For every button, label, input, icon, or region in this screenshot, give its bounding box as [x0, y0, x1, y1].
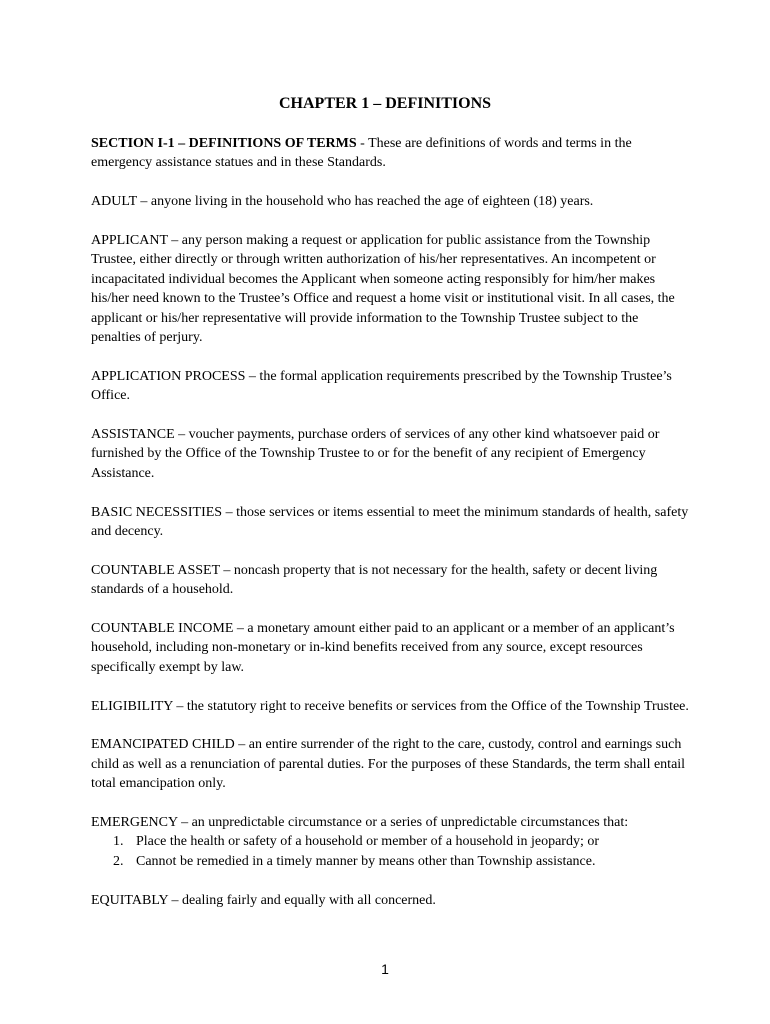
- list-item-number: 1.: [113, 834, 124, 850]
- definition-basic-necessities: BASIC NECESSITIES – those services or items essential to meet the minimum standards of health, safety and decency.: [91, 504, 689, 540]
- list-item: [91, 832, 691, 851]
- emergency-list: [91, 832, 691, 871]
- definition-countable-asset: COUNTABLE ASSET – noncash property that is not necessary for the health, safety or decent living standards of a household.: [91, 562, 658, 598]
- definition-adult: ADULT – anyone living in the household who has reached the age of eighteen (18) years.: [91, 194, 594, 210]
- document-body: [91, 134, 691, 929]
- definition-application-process: APPLICATION PROCESS – the formal application requirements prescribed by the Township Trustee’s Office.: [91, 368, 672, 404]
- definition-assistance: ASSISTANCE – voucher payments, purchase orders of services of any other kind whatsoever paid or furnished by the Office of the Township Trustee to or for the benefit of any recipient of Emergency Assistance.: [91, 427, 660, 481]
- page-number: 1: [381, 961, 389, 977]
- definition-eligibility: ELIGIBILITY – the statutory right to receive benefits or services from the Office of the Township Trustee.: [91, 698, 689, 714]
- list-item-text: Place the health or safety of a household or member of a household in jeopardy; or: [136, 834, 600, 850]
- definition-emancipated-child: EMANCIPATED CHILD – an entire surrender of the right to the care, custody, control and earnings such child as well as a renunciation of parental duties. For the purposes of these Standards, the term shall entail total emancipation only.: [91, 737, 686, 792]
- definition-applicant: APPLICANT – any person making a request or application for public assistance from the Township Trustee, either directly or through written authorization of his/her representatives. An incompetent or incapacitated individual becomes the Applicant when someone acting responsibly for him/her makes his/her need known to the Trustee’s Office and request a home visit or institutional visit. In all cases, the applicant or his/her representative will provide information to the Township Trustee subject to the penalties of perjury.: [91, 233, 675, 346]
- list-item-number: 2.: [113, 853, 124, 869]
- section-heading: SECTION I-1 – DEFINITIONS OF TERMS: [91, 136, 357, 151]
- section-intro-paragraph: [91, 134, 691, 173]
- definition-countable-income: COUNTABLE INCOME – a monetary amount either paid to an applicant or a member of an applicant’s household, including non-monetary or in-kind benefits received from any source, except resources specifically exempt by law.: [91, 621, 675, 675]
- list-item: [91, 852, 691, 871]
- chapter-title: CHAPTER 1 – DEFINITIONS: [278, 95, 492, 112]
- section-intro-text: - These are definitions of words and terms in the emergency assistance statues and in these Standards.: [91, 136, 632, 171]
- definition-emergency-block: [91, 813, 691, 871]
- definition-equitably: EQUITABLY – dealing fairly and equally with all concerned.: [91, 892, 436, 908]
- definition-emergency: EMERGENCY – an unpredictable circumstance or a series of unpredictable circumstances that:: [91, 815, 629, 831]
- list-item-text: Cannot be remedied in a timely manner by means other than Township assistance.: [136, 853, 596, 869]
